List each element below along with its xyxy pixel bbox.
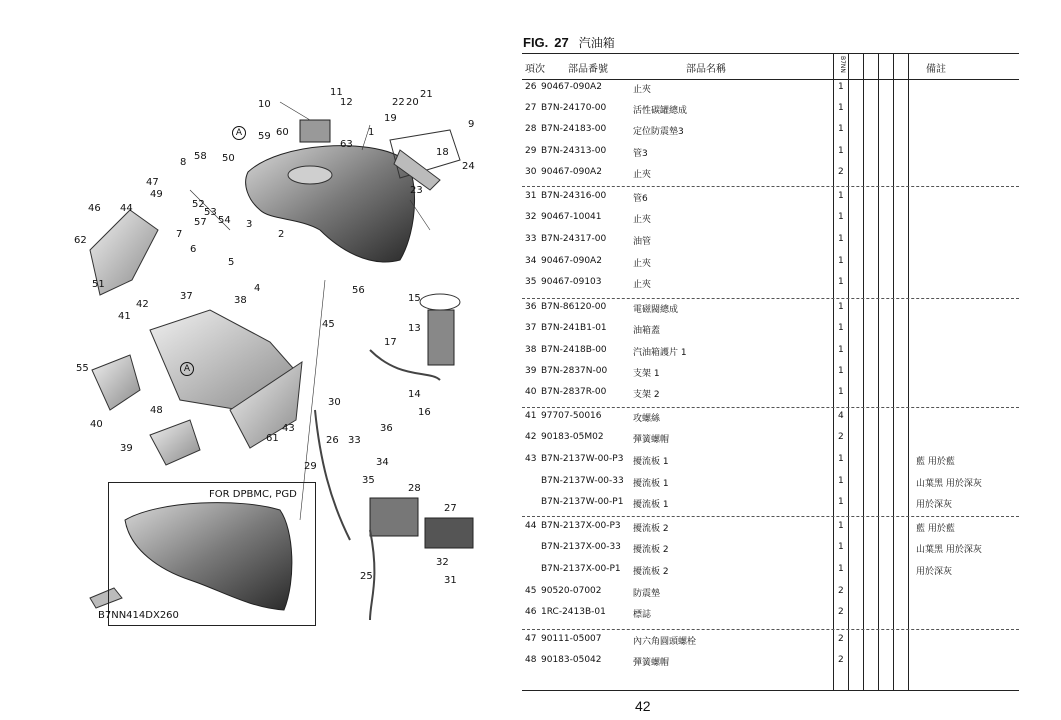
table-row <box>522 207 1019 228</box>
callout-35: 35 <box>362 475 375 486</box>
callout-5: 5 <box>228 257 235 268</box>
row-part-name: 支架 1 <box>633 369 660 379</box>
figure-header <box>523 32 615 50</box>
callout-12: 12 <box>340 97 353 108</box>
row-no: 43 <box>525 454 537 464</box>
table-row <box>522 492 1019 513</box>
row-quantity: 1 <box>838 234 844 244</box>
row-part-name: 管3 <box>633 149 648 159</box>
reference-marker-a-2: A <box>180 362 194 376</box>
inset-variant-label: FOR DPBMC, PGD <box>209 489 297 500</box>
row-quantity: 1 <box>838 454 844 464</box>
header-remarks: 備註 <box>926 64 946 75</box>
callout-61: 61 <box>266 433 279 444</box>
row-part-number: B7N-86120-00 <box>541 302 607 312</box>
row-quantity: 1 <box>838 256 844 266</box>
row-no: 30 <box>525 167 537 177</box>
callout-22: 22 <box>392 97 405 108</box>
callout-41: 41 <box>118 311 131 322</box>
callout-16: 16 <box>418 407 431 418</box>
row-part-name: 止夾 <box>633 259 652 269</box>
callout-1: 1 <box>368 127 375 138</box>
row-quantity: 1 <box>838 323 844 333</box>
row-no: 45 <box>525 586 537 596</box>
row-part-number: 1RC-2413B-01 <box>541 607 606 617</box>
figure-prefix: FIG. <box>523 35 549 50</box>
callout-31: 31 <box>444 575 457 586</box>
row-part-name: 管6 <box>633 194 648 204</box>
callout-13: 13 <box>408 323 421 334</box>
row-quantity: 2 <box>838 586 844 596</box>
row-part-number: B7N-2418B-00 <box>541 345 607 355</box>
row-quantity: 4 <box>838 411 844 421</box>
row-no: 37 <box>525 323 537 333</box>
exploded-parts-diagram <box>70 80 510 640</box>
callout-40: 40 <box>90 419 103 430</box>
row-part-number: 90467-09103 <box>541 277 602 287</box>
page-number: 42 <box>635 698 651 714</box>
row-quantity: 1 <box>838 103 844 113</box>
callout-3: 3 <box>246 219 253 230</box>
row-part-number: B7N-24316-00 <box>541 191 607 201</box>
callout-51: 51 <box>92 279 105 290</box>
callout-44: 44 <box>120 203 133 214</box>
row-part-number: 90183-05042 <box>541 655 602 665</box>
row-remark: 用於深灰 <box>916 500 953 510</box>
row-no: 28 <box>525 124 537 134</box>
callout-48: 48 <box>150 405 163 416</box>
table-row <box>522 361 1019 382</box>
header-model-code: B7NN <box>839 56 846 73</box>
row-remark: 山葉黑 用於深灰 <box>916 545 982 555</box>
table-row <box>522 406 1019 427</box>
row-remark: 藍 用於藍 <box>916 457 955 467</box>
row-quantity: 1 <box>838 146 844 156</box>
row-part-name: 活性碳罐總成 <box>633 106 688 116</box>
table-row <box>522 559 1019 580</box>
callout-58: 58 <box>194 151 207 162</box>
row-part-number: 90467-10041 <box>541 212 602 222</box>
row-quantity: 1 <box>838 302 844 312</box>
header-part-number: 部品番號 <box>568 64 608 75</box>
row-remark: 藍 用於藍 <box>916 524 955 534</box>
callout-49: 49 <box>150 189 163 200</box>
callout-36: 36 <box>380 423 393 434</box>
callout-23: 23 <box>410 185 423 196</box>
row-part-name: 擾流板 2 <box>633 524 669 534</box>
table-row <box>522 449 1019 470</box>
row-part-name: 定位防震墊3 <box>633 127 684 137</box>
callout-45: 45 <box>322 319 335 330</box>
row-part-name: 擾流板 2 <box>633 545 669 555</box>
row-part-number: B7N-2137X-00-33 <box>541 542 621 552</box>
table-row <box>522 382 1019 403</box>
row-no: 41 <box>525 411 537 421</box>
row-remark: 用於深灰 <box>916 567 953 577</box>
callout-7: 7 <box>176 229 183 240</box>
callout-20: 20 <box>406 97 419 108</box>
row-quantity: 1 <box>838 521 844 531</box>
row-quantity: 2 <box>838 432 844 442</box>
row-no: 38 <box>525 345 537 355</box>
callout-11: 11 <box>330 87 343 98</box>
parts-table <box>522 53 1019 691</box>
row-part-number: 90467-090A2 <box>541 256 602 266</box>
callout-19: 19 <box>384 113 397 124</box>
header-part-name: 部品名稱 <box>686 64 726 75</box>
table-row <box>522 297 1019 318</box>
callout-18: 18 <box>436 147 449 158</box>
callout-21: 21 <box>420 89 433 100</box>
row-part-number: B7N-2837R-00 <box>541 387 607 397</box>
row-part-name: 擾流板 1 <box>633 479 669 489</box>
row-part-name: 止夾 <box>633 215 652 225</box>
callout-29: 29 <box>304 461 317 472</box>
row-part-name: 止夾 <box>633 85 652 95</box>
table-row <box>522 141 1019 162</box>
callout-28: 28 <box>408 483 421 494</box>
row-no: 36 <box>525 302 537 312</box>
callout-14: 14 <box>408 389 421 400</box>
row-quantity: 1 <box>838 387 844 397</box>
row-no: 42 <box>525 432 537 442</box>
table-row <box>522 602 1019 623</box>
row-part-name: 支架 2 <box>633 390 660 400</box>
callout-60: 60 <box>276 127 289 138</box>
callout-59: 59 <box>258 131 271 142</box>
row-quantity: 1 <box>838 277 844 287</box>
callout-63: 63 <box>340 139 353 150</box>
row-part-name: 內六角圓頭螺栓 <box>633 637 697 647</box>
row-quantity: 1 <box>838 564 844 574</box>
row-part-number: B7N-2137W-00-P3 <box>541 454 624 464</box>
table-row <box>522 340 1019 361</box>
callout-54: 54 <box>218 215 231 226</box>
row-quantity: 2 <box>838 167 844 177</box>
callout-17: 17 <box>384 337 397 348</box>
table-row <box>522 119 1019 140</box>
table-row <box>522 272 1019 293</box>
callout-52: 52 <box>192 199 205 210</box>
row-part-number: 90467-090A2 <box>541 82 602 92</box>
figure-number: 27 <box>554 35 569 50</box>
row-quantity: 1 <box>838 82 844 92</box>
row-part-number: 97707-50016 <box>541 411 602 421</box>
row-part-number: B7N-2137X-00-P1 <box>541 564 621 574</box>
callout-37: 37 <box>180 291 193 302</box>
row-no: 47 <box>525 634 537 644</box>
row-no: 39 <box>525 366 537 376</box>
row-part-number: 90111-05007 <box>541 634 602 644</box>
row-part-name: 止夾 <box>633 280 652 290</box>
callout-27: 27 <box>444 503 457 514</box>
row-part-number: B7N-24183-00 <box>541 124 607 134</box>
row-no: 27 <box>525 103 537 113</box>
callout-43: 43 <box>282 423 295 434</box>
callout-56: 56 <box>352 285 365 296</box>
row-part-name: 攻螺絲 <box>633 414 661 424</box>
table-bottom-rule <box>522 690 1019 691</box>
row-no: 34 <box>525 256 537 266</box>
callout-26: 26 <box>326 435 339 446</box>
row-no: 44 <box>525 521 537 531</box>
row-part-name: 防震墊 <box>633 589 661 599</box>
table-row <box>522 537 1019 558</box>
callout-24: 24 <box>462 161 475 172</box>
row-part-name: 電磁閥總成 <box>633 305 679 315</box>
callout-50: 50 <box>222 153 235 164</box>
callout-8: 8 <box>180 157 187 168</box>
row-quantity: 1 <box>838 212 844 222</box>
header-item-no: 項次 <box>525 64 545 75</box>
callout-33: 33 <box>348 435 361 446</box>
callout-4: 4 <box>254 283 261 294</box>
table-row <box>522 581 1019 602</box>
callout-42: 42 <box>136 299 149 310</box>
row-part-number: B7N-2137X-00-P3 <box>541 521 621 531</box>
row-part-name: 彈簧螺帽 <box>633 435 670 445</box>
table-row <box>522 427 1019 448</box>
row-quantity: 1 <box>838 497 844 507</box>
callout-9: 9 <box>468 119 475 130</box>
callout-47: 47 <box>146 177 159 188</box>
table-row <box>522 318 1019 339</box>
row-quantity: 2 <box>838 634 844 644</box>
row-quantity: 1 <box>838 191 844 201</box>
row-no: 33 <box>525 234 537 244</box>
callout-25: 25 <box>360 571 373 582</box>
table-row <box>522 471 1019 492</box>
row-part-number: B7N-24313-00 <box>541 146 607 156</box>
row-quantity: 2 <box>838 655 844 665</box>
row-part-name: 止夾 <box>633 170 652 180</box>
row-part-name: 彈簧螺帽 <box>633 658 670 668</box>
table-row <box>522 516 1019 537</box>
table-row <box>522 229 1019 250</box>
callout-32: 32 <box>436 557 449 568</box>
callout-53: 53 <box>204 207 217 218</box>
table-row <box>522 650 1019 671</box>
callout-6: 6 <box>190 244 197 255</box>
table-row <box>522 629 1019 650</box>
callout-39: 39 <box>120 443 133 454</box>
row-no: 26 <box>525 82 537 92</box>
row-remark: 山葉黑 用於深灰 <box>916 479 982 489</box>
table-row <box>522 77 1019 98</box>
row-part-name: 油箱蓋 <box>633 326 661 336</box>
row-quantity: 1 <box>838 345 844 355</box>
callout-15: 15 <box>408 293 421 304</box>
variant-inset-box <box>108 482 316 626</box>
row-quantity: 1 <box>838 542 844 552</box>
row-part-number: 90520-07002 <box>541 586 602 596</box>
row-part-number: B7N-2837N-00 <box>541 366 608 376</box>
row-part-number: B7N-2137W-00-P1 <box>541 497 624 507</box>
row-part-name: 擾流板 2 <box>633 567 669 577</box>
table-row <box>522 186 1019 207</box>
row-no: 35 <box>525 277 537 287</box>
row-quantity: 2 <box>838 607 844 617</box>
row-part-number: B7N-24170-00 <box>541 103 607 113</box>
diagram-reference-code: B7NN414DX260 <box>98 610 179 621</box>
callout-34: 34 <box>376 457 389 468</box>
row-quantity: 1 <box>838 476 844 486</box>
row-part-name: 標誌 <box>633 610 652 620</box>
row-no: 31 <box>525 191 537 201</box>
table-row <box>522 162 1019 183</box>
row-part-number: B7N-24317-00 <box>541 234 607 244</box>
row-no: 48 <box>525 655 537 665</box>
row-part-name: 油管 <box>633 237 652 247</box>
row-no: 29 <box>525 146 537 156</box>
callout-62: 62 <box>74 235 87 246</box>
callout-2: 2 <box>278 229 285 240</box>
table-top-rule <box>522 53 1019 54</box>
callout-10: 10 <box>258 99 271 110</box>
reference-marker-a: A <box>232 126 246 140</box>
row-part-name: 擾流板 1 <box>633 500 669 510</box>
row-part-name: 汽油箱護片 1 <box>633 348 687 358</box>
table-row <box>522 98 1019 119</box>
row-part-number: B7N-2137W-00-33 <box>541 476 624 486</box>
callout-46: 46 <box>88 203 101 214</box>
row-part-number: 90183-05M02 <box>541 432 604 442</box>
table-row <box>522 251 1019 272</box>
row-quantity: 1 <box>838 124 844 134</box>
row-no: 40 <box>525 387 537 397</box>
callout-30: 30 <box>328 397 341 408</box>
row-quantity: 1 <box>838 366 844 376</box>
callout-55: 55 <box>76 363 89 374</box>
callout-38: 38 <box>234 295 247 306</box>
callout-57: 57 <box>194 217 207 228</box>
row-no: 32 <box>525 212 537 222</box>
row-part-name: 擾流板 1 <box>633 457 669 467</box>
row-part-number: B7N-241B1-01 <box>541 323 607 333</box>
figure-title: 汽油箱 <box>578 36 615 50</box>
row-part-number: 90467-090A2 <box>541 167 602 177</box>
row-no: 46 <box>525 607 537 617</box>
